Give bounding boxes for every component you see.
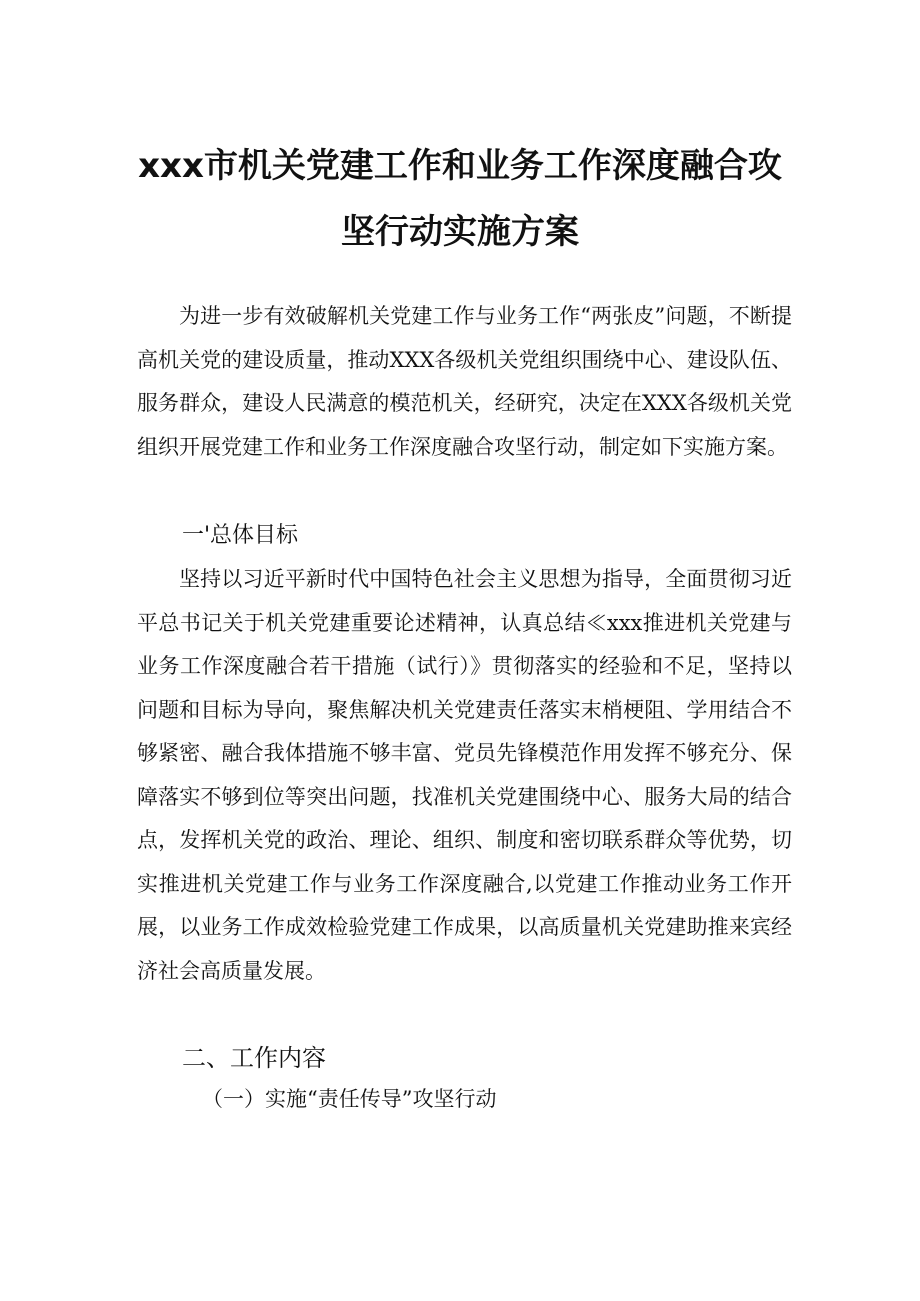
section-1-heading: 一'总体目标 (182, 523, 299, 548)
intro-paragraph: 为进一步有效破解机关党建工作与业务工作“两张皮”问题，不断提高机关党的建设质量，推动XXX各级机关党组织围绕中心、建设队伍、服务群众，建设人民满意的模范机关，经研究，决定在XXX各级机关党组织开展党建工作和业务工作深度融合攻坚行动，制定如下实施方案。 (137, 304, 792, 459)
section-1-paragraph: 坚持以习近平新时代中国特色社会主义思想为指导，全面贯彻习近平总书记关于机关党建重要论述精神，认真总结≪xxx推进机关党建与业务工作深度融合若干措施（试行）》贯彻落实的经验和不足，坚持以问题和目标为导向，聚焦解决机关党建责任落实末梢梗阻、学用结合不够紧密、融合我体措施不够丰富、党员先锋模范作用发挥不够充分、保障落实不够到位等突出问题，找准机关党建围绕中心、服务大局的结合点，发挥机关党的政治、理论、组织、制度和密切联系群众等优势，切实推进机关党建工作与业务工作深度融合,以党建工作推动业务工作开展，以业务工作成效检验党建工作成果，以高质量机关党建助推来宾经济社会高质量发展。 (137, 567, 792, 983)
section-2-heading: 二、工作内容 (182, 1044, 326, 1072)
section-2-subheading-1: （一）实施“责任传导”攻坚行动 (202, 1087, 497, 1111)
document-title-line-1: xxx市机关党建工作和业务工作深度融合攻 (138, 146, 782, 186)
document-title-line-2: 坚行动实施方案 (341, 212, 579, 252)
